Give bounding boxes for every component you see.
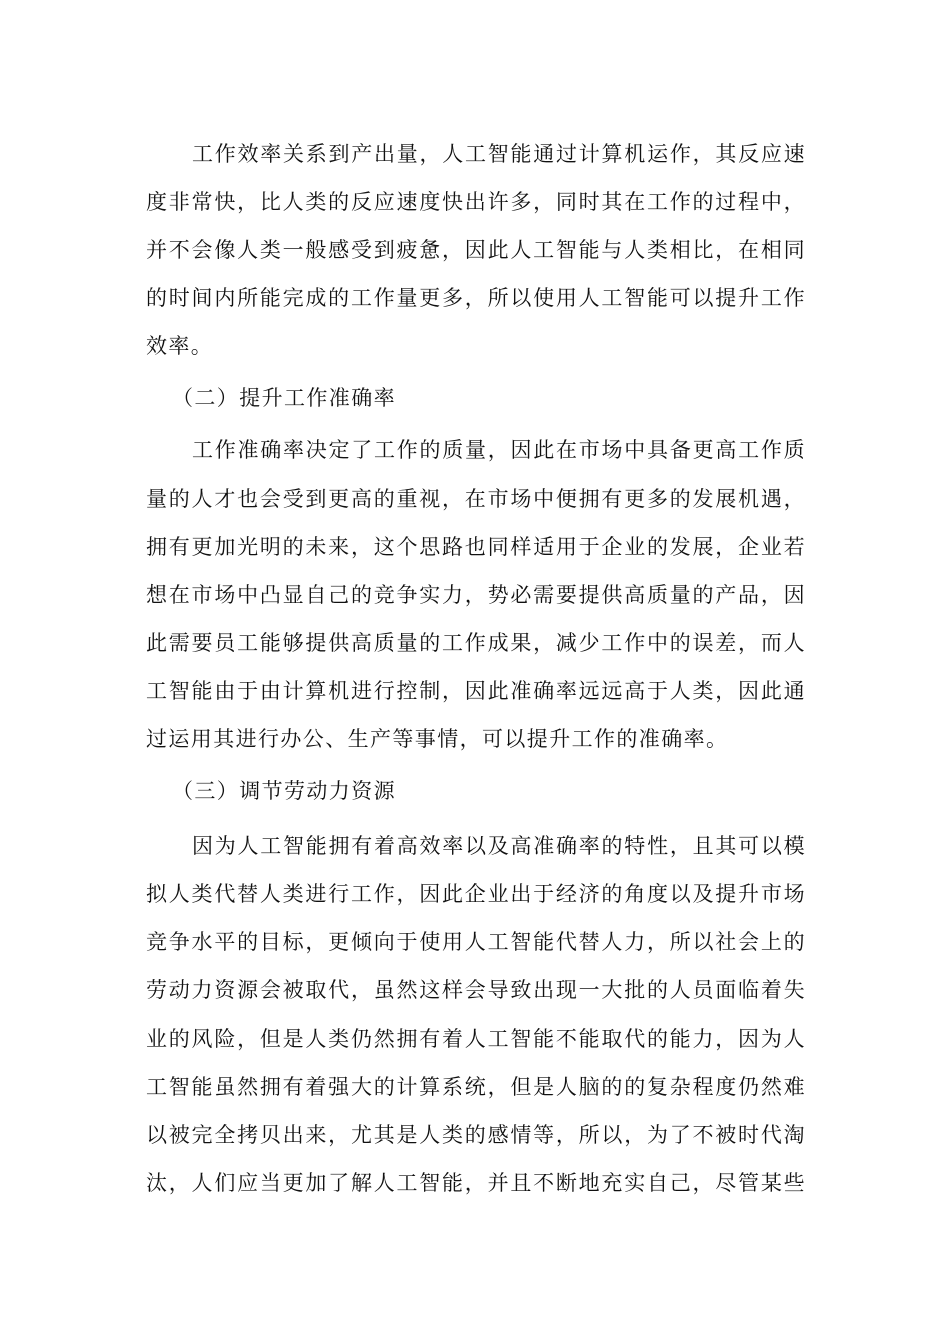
paragraph-2-line-1: 工作准确率决定了工作的质量，因此在市场中具备更高工作质 [192,438,806,462]
paragraph-3-line-2: 拟人类代替人类进行工作，因此企业出于经济的角度以及提升市场 [146,882,806,906]
paragraph-3-line-8: 汰，人们应当更加了解人工智能，并且不断地充实自己，尽管某些 [146,1171,806,1195]
paragraph-3-line-3: 竞争水平的目标，更倾向于使用人工智能代替人力，所以社会上的 [146,930,806,954]
paragraph-3-line-5: 业的风险，但是人类仍然拥有着人工智能不能取代的能力，因为人 [146,1027,806,1051]
paragraph-2-line-6: 工智能由于由计算机进行控制，因此准确率远远高于人类，因此通 [146,679,806,703]
paragraph-3-line-6: 工智能虽然拥有着强大的计算系统，但是人脑的的复杂程度仍然难 [146,1075,806,1099]
paragraph-2-line-4: 想在市场中凸显自己的竞争实力，势必需要提供高质量的产品，因 [146,583,806,607]
paragraph-2-line-3: 拥有更加光明的未来，这个思路也同样适用于企业的发展，企业若 [146,535,806,559]
paragraph-3-line-7: 以被完全拷贝出来，尤其是人类的感情等，所以，为了不被时代淘 [146,1123,806,1147]
paragraph-1-line-5: 效率。 [146,334,214,358]
paragraph-1-line-2: 度非常快，比人类的反应速度快出许多，同时其在工作的过程中， [146,190,806,214]
paragraph-2-line-2: 量的人才也会受到更高的重视，在市场中便拥有更多的发展机遇， [146,487,806,511]
section-heading-3: （三）调节劳动力资源 [172,779,396,803]
paragraph-1-line-3: 并不会像人类一般感受到疲惫，因此人工智能与人类相比，在相同 [146,238,806,262]
paragraph-3-line-4: 劳动力资源会被取代，虽然这样会导致出现一大批的人员面临着失 [146,978,806,1002]
paragraph-1-line-4: 的时间内所能完成的工作量更多，所以使用人工智能可以提升工作 [146,286,806,310]
paragraph-2-line-7: 过运用其进行办公、生产等事情，可以提升工作的准确率。 [146,727,729,751]
paragraph-3-line-1: 因为人工智能拥有着高效率以及高准确率的特性，且其可以模 [192,834,806,858]
section-heading-2: （二）提升工作准确率 [172,386,396,410]
paragraph-2-line-5: 此需要员工能够提供高质量的工作成果，减少工作中的误差，而人 [146,631,806,655]
paragraph-1-line-1: 工作效率关系到产出量，人工智能通过计算机运作，其反应速 [192,142,806,166]
